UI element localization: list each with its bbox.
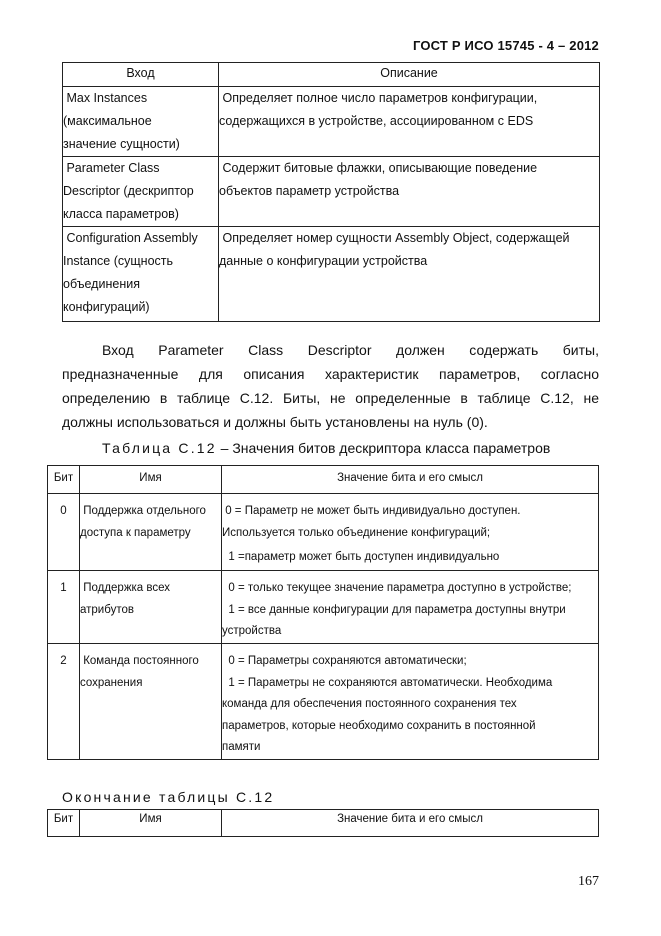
table-row bbox=[63, 227, 600, 322]
paragraph-line: Вход Parameter Class Descriptor должен содержать биты, bbox=[102, 342, 599, 358]
name-cell bbox=[80, 644, 222, 760]
cell-line: класса параметров) bbox=[63, 207, 179, 221]
meaning-cell bbox=[222, 494, 599, 571]
cell-line: Instance (сущность bbox=[63, 254, 174, 268]
caption-text: – Значения битов дескриптора класса параметров bbox=[216, 440, 551, 456]
cell-line: объектов параметр устройства bbox=[219, 184, 400, 198]
table-header-row bbox=[63, 63, 600, 87]
cell-line: Поддержка отдельного bbox=[80, 505, 206, 517]
column-header-meaning: Значение бита и его смысл bbox=[222, 810, 599, 837]
meaning-cell bbox=[222, 644, 599, 760]
cell-line: доступа к параметру bbox=[80, 526, 191, 539]
caption-label: Таблица С.12 bbox=[102, 440, 217, 456]
table-row bbox=[63, 157, 600, 227]
cell-line: Configuration Assembly bbox=[63, 231, 198, 245]
bit-values-table-continuation bbox=[47, 809, 599, 837]
input-cell bbox=[63, 227, 219, 322]
bit-cell: 0 bbox=[48, 494, 80, 571]
column-header-name: Имя bbox=[80, 466, 222, 494]
cell-line: 1 =параметр может быть доступен индивидуально bbox=[222, 551, 500, 563]
description-cell bbox=[219, 157, 600, 227]
description-cell bbox=[219, 227, 600, 322]
table-continuation-caption: Окончание таблицы С.12 bbox=[62, 789, 275, 805]
table-row bbox=[48, 571, 599, 644]
column-header-bit: Бит bbox=[48, 466, 80, 494]
table-row bbox=[63, 87, 600, 157]
cell-line: (максимальное bbox=[63, 114, 152, 128]
cell-line: Descriptor (дескриптор bbox=[63, 184, 194, 198]
input-cell bbox=[63, 157, 219, 227]
cell-line: команда для обеспечения постоянного сохранения тех bbox=[222, 698, 517, 710]
bit-values-table bbox=[47, 465, 599, 760]
bit-cell: 2 bbox=[48, 644, 80, 760]
paragraph-line: должны использоваться и должны быть установлены на нуль (0). bbox=[62, 414, 488, 430]
table-row bbox=[48, 494, 599, 571]
cell-line: Определяет полное число параметров конфигурации, bbox=[219, 91, 538, 105]
cell-line: устройства bbox=[222, 625, 282, 637]
cell-line: памяти bbox=[222, 741, 261, 753]
input-cell bbox=[63, 87, 219, 157]
meaning-cell bbox=[222, 571, 599, 644]
column-header-bit: Бит bbox=[48, 810, 80, 837]
cell-line: данные о конфигурации устройства bbox=[219, 254, 428, 268]
cell-line: сохранения bbox=[80, 676, 143, 689]
paragraph-line: определению в таблице С.12. Биты, не определенные в таблице С.12, не bbox=[62, 390, 599, 406]
cell-line: 1 = все данные конфигурации для параметра доступны внутри bbox=[222, 603, 566, 616]
cell-line: 1 = Параметры не сохраняются автоматически. Необходима bbox=[222, 676, 553, 689]
cell-line: Parameter Class bbox=[63, 161, 160, 175]
paragraph-line: предназначенные для описания характеристик параметров, согласно bbox=[62, 366, 599, 382]
cell-line: параметров, которые необходимо сохранить в постоянной bbox=[222, 719, 536, 732]
cell-line: Поддержка всех bbox=[80, 582, 171, 594]
cell-line: атрибутов bbox=[80, 603, 134, 616]
cell-line: Max Instances bbox=[63, 91, 148, 105]
cell-line: объединения bbox=[63, 277, 140, 291]
column-header-description: Описание bbox=[219, 63, 600, 87]
cell-line: 0 = Параметры сохраняются автоматически; bbox=[222, 655, 467, 667]
table-header-row bbox=[48, 810, 599, 837]
cell-line: Определяет номер сущности Assembly Object, содержащей bbox=[219, 231, 570, 245]
cell-line: 0 = Параметр не может быть индивидуально доступен. bbox=[222, 505, 521, 517]
column-header-input: Вход bbox=[63, 63, 219, 87]
cell-line: 0 = только текущее значение параметра доступно в устройстве; bbox=[222, 582, 572, 594]
cell-line: Команда постоянного bbox=[80, 655, 199, 667]
bit-cell: 1 bbox=[48, 571, 80, 644]
cell-line: конфигураций) bbox=[63, 300, 150, 314]
input-description-table bbox=[62, 62, 600, 322]
cell-line: Используется только объединение конфигураций; bbox=[222, 526, 491, 539]
cell-line: значение сущности) bbox=[63, 137, 180, 151]
body-paragraph bbox=[62, 338, 599, 434]
table-header-row bbox=[48, 466, 599, 494]
table-caption bbox=[102, 440, 550, 456]
column-header-meaning: Значение бита и его смысл bbox=[222, 466, 599, 494]
name-cell bbox=[80, 494, 222, 571]
cell-line: содержащихся в устройстве, ассоциированном с EDS bbox=[219, 114, 534, 128]
description-cell bbox=[219, 87, 600, 157]
page-number: 167 bbox=[578, 874, 599, 889]
table-row bbox=[48, 644, 599, 760]
name-cell bbox=[80, 571, 222, 644]
document-header: ГОСТ Р ИСО 15745 - 4 – 2012 bbox=[412, 38, 599, 53]
cell-line: Содержит битовые флажки, описывающие поведение bbox=[219, 161, 538, 175]
column-header-name: Имя bbox=[80, 810, 222, 837]
